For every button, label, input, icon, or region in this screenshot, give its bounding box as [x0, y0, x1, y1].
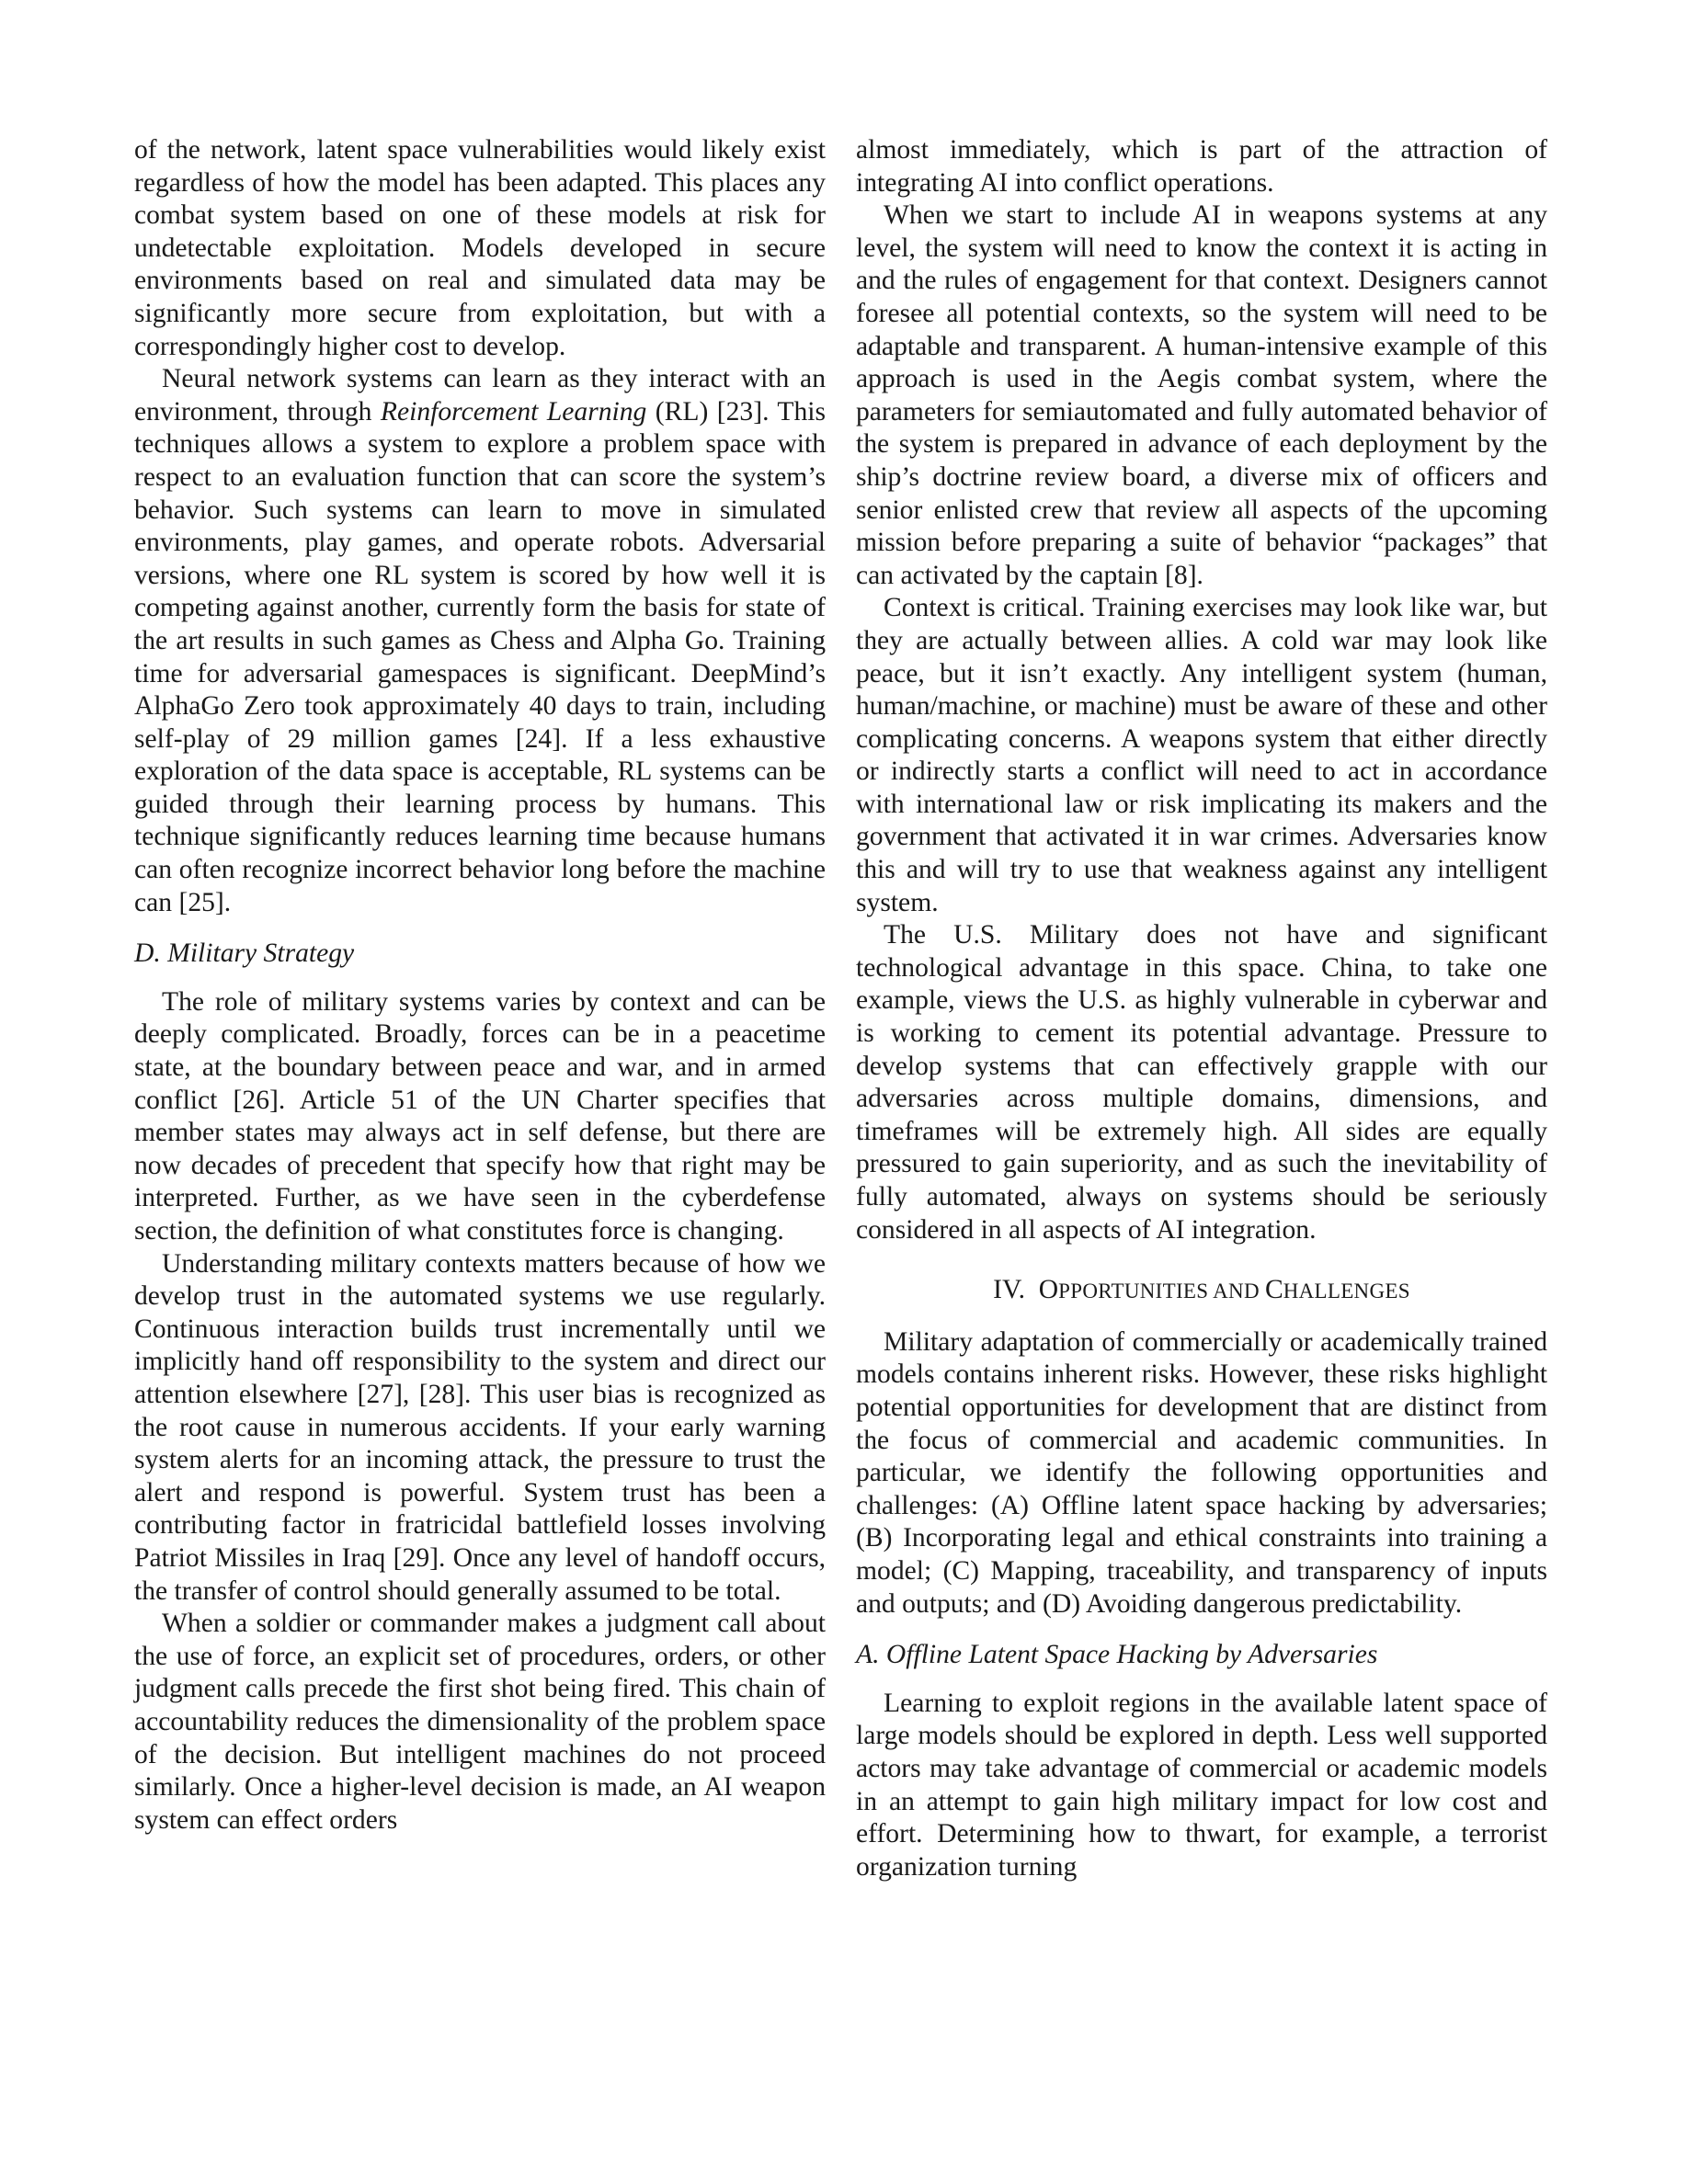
heading-initial: C: [1264, 1275, 1283, 1305]
heading-smallcaps: PPORTUNITIES AND: [1058, 1280, 1265, 1303]
subsection-heading-offline-latent-space: A. Offline Latent Space Hacking by Adversaries: [856, 1640, 1378, 1670]
emphasis-term: Reinforcement Learning: [380, 396, 647, 427]
paragraph-text: (RL) [23]. This techniques allows a system to explore a problem space with respect to an evaluation function that can score the system’s behavior. Such systems can learn to move in simulated environments, play games, and operate robots. Adversarial versions, where one RL system is scored by how well it is competing against another, currently form the basis for state of the art results in such games as Chess and Alpha Go. Training time for adversarial gamespaces is significant. DeepMind’s AlphaGo Zero took approximately 40 days to train, including self-play of 29 million games [24]. If a less exhaustive exploration of the data space is acceptable, RL systems can be guided through their learning process by humans. This technique significantly reduces learning time because humans can often recognize incorrect behavior long before the machine can [25].: [134, 396, 826, 917]
heading-initial: O: [1038, 1275, 1059, 1305]
subsection-heading-military-strategy: D. Military Strategy: [134, 938, 355, 969]
paragraph-us-military-advantage: The U.S. Military does not have and significant technological advantage in this space. China, to take one example, views the U.S. as highly vulnerable in cyberwar and is working to cement its potential advantage. Pressure to develop systems that can effectively grapple with our adversaries across multiple domains, dimensions, and timeframes will be extremely high. All sides are equally pressured to gain superiority, and as such the inevitability of fully automated, always on systems should be seriously considered in all aspects of AI integration.: [856, 920, 1547, 1245]
paragraph-ai-attraction-continuation: almost immediately, which is part of the attraction of integrating AI into conflict operations.: [856, 135, 1547, 198]
paragraph-reinforcement-learning: [134, 363, 826, 919]
section-number: IV.: [993, 1275, 1025, 1305]
paragraph-military-systems-context: The role of military systems varies by context and can be deeply complicated. Broadly, forces can be in a peacetime state, at the boundary between peace and war, and in armed conflict [26]. Article 51 of the UN Charter specifies that member states may always act in self defense, but there are now decades of precedent that specify how that right may be interpreted. Further, as we have seen in the cyberdefense section, the definition of what constitutes force is changing.: [134, 986, 826, 1246]
paragraph-exploit-latent-space: Learning to exploit regions in the available latent space of large models should be explored in depth. Less well supported actors may take advantage of commercial or academic models in an attempt to gain high military impact for low cost and effort. Determining how to thwart, for example, a terrorist organization turning: [856, 1688, 1547, 1882]
paragraph-military-trust: Understanding military contexts matters because of how we develop trust in the automated systems we use regularly. Continuous interaction builds trust incrementally until we implicitly hand off responsibility to the system and direct our attention elsewhere [27], [28]. This user bias is recognized as the root cause in numerous accidents. If your early warning system alerts for an incoming attack, the pressure to trust the alert and respond is powerful. System trust has been a contributing factor in fratricidal battlefield losses involving Patriot Missiles in Iraq [29]. Once any level of handoff occurs, the transfer of control should generally assumed to be total.: [134, 1248, 826, 1606]
paragraph-weapons-context: When we start to include AI in weapons systems at any level, the system will need to know the context it is acting in and the rules of engagement for that context. Designers cannot foresee all potential contexts, so the system will need to be adaptable and transparent. A human-intensive example of this approach is used in the Aegis combat system, where the parameters for semiautomated and fully automated behavior of the system is prepared in advance of each deployment by the ship’s doctrine review board, a diverse mix of officers and senior enlisted crew that review all aspects of the upcoming mission before preparing a suite of behavior “packages” that can activated by the captain [8].: [856, 200, 1547, 590]
heading-smallcaps: HALLENGES: [1283, 1280, 1410, 1303]
section-heading-opportunities-challenges: [856, 1274, 1547, 1308]
paragraph-military-adaptation: Military adaptation of commercially or academically trained models contains inherent risks. However, these risks highlight potential opportunities for development that are distinct from the focus of commercial and academic communities. In particular, we identify the following opportunities and challenges: (A) Offline latent space hacking by adversaries; (B) Incorporating legal and ethical constraints into training a model; (C) Mapping, traceability, and transparency of inputs and outputs; and (D) Avoiding dangerous predictability.: [856, 1326, 1547, 1619]
paragraph-latent-space-continuation: of the network, latent space vulnerabilities would likely exist regardless of how the model has been adapted. This places any combat system based on one of these models at risk for undetectable exploitation. Models developed in secure environments based on real and simulated data may be significantly more secure from exploitation, but with a correspondingly higher cost to develop.: [134, 135, 826, 361]
paragraph-text: Neural network systems can learn as they interact with an environment, through: [134, 364, 826, 427]
right-column: [856, 134, 1547, 1883]
paragraph-context-critical: Context is critical. Training exercises may look like war, but they are actually between allies. A cold war may look like peace, but it isn’t exactly. Any intelligent system (human, human/machine, or machine) must be aware of these and other complicating concerns. A weapons system that either directly or indirectly starts a conflict will need to act in accordance with international law or risk implicating its makers and the government that activated it in war crimes. Adversaries know this and will try to use that weakness against any intelligent system.: [856, 593, 1547, 917]
paragraph-chain-of-accountability: When a soldier or commander makes a judgment call about the use of force, an explicit set of procedures, orders, or other judgment calls precede the first shot being fired. This chain of accountability reduces the dimensionality of the problem space of the decision. But intelligent machines do not proceed similarly. Once a higher-level decision is made, an AI weapon system can effect orders: [134, 1609, 826, 1835]
left-column: [134, 134, 826, 1837]
